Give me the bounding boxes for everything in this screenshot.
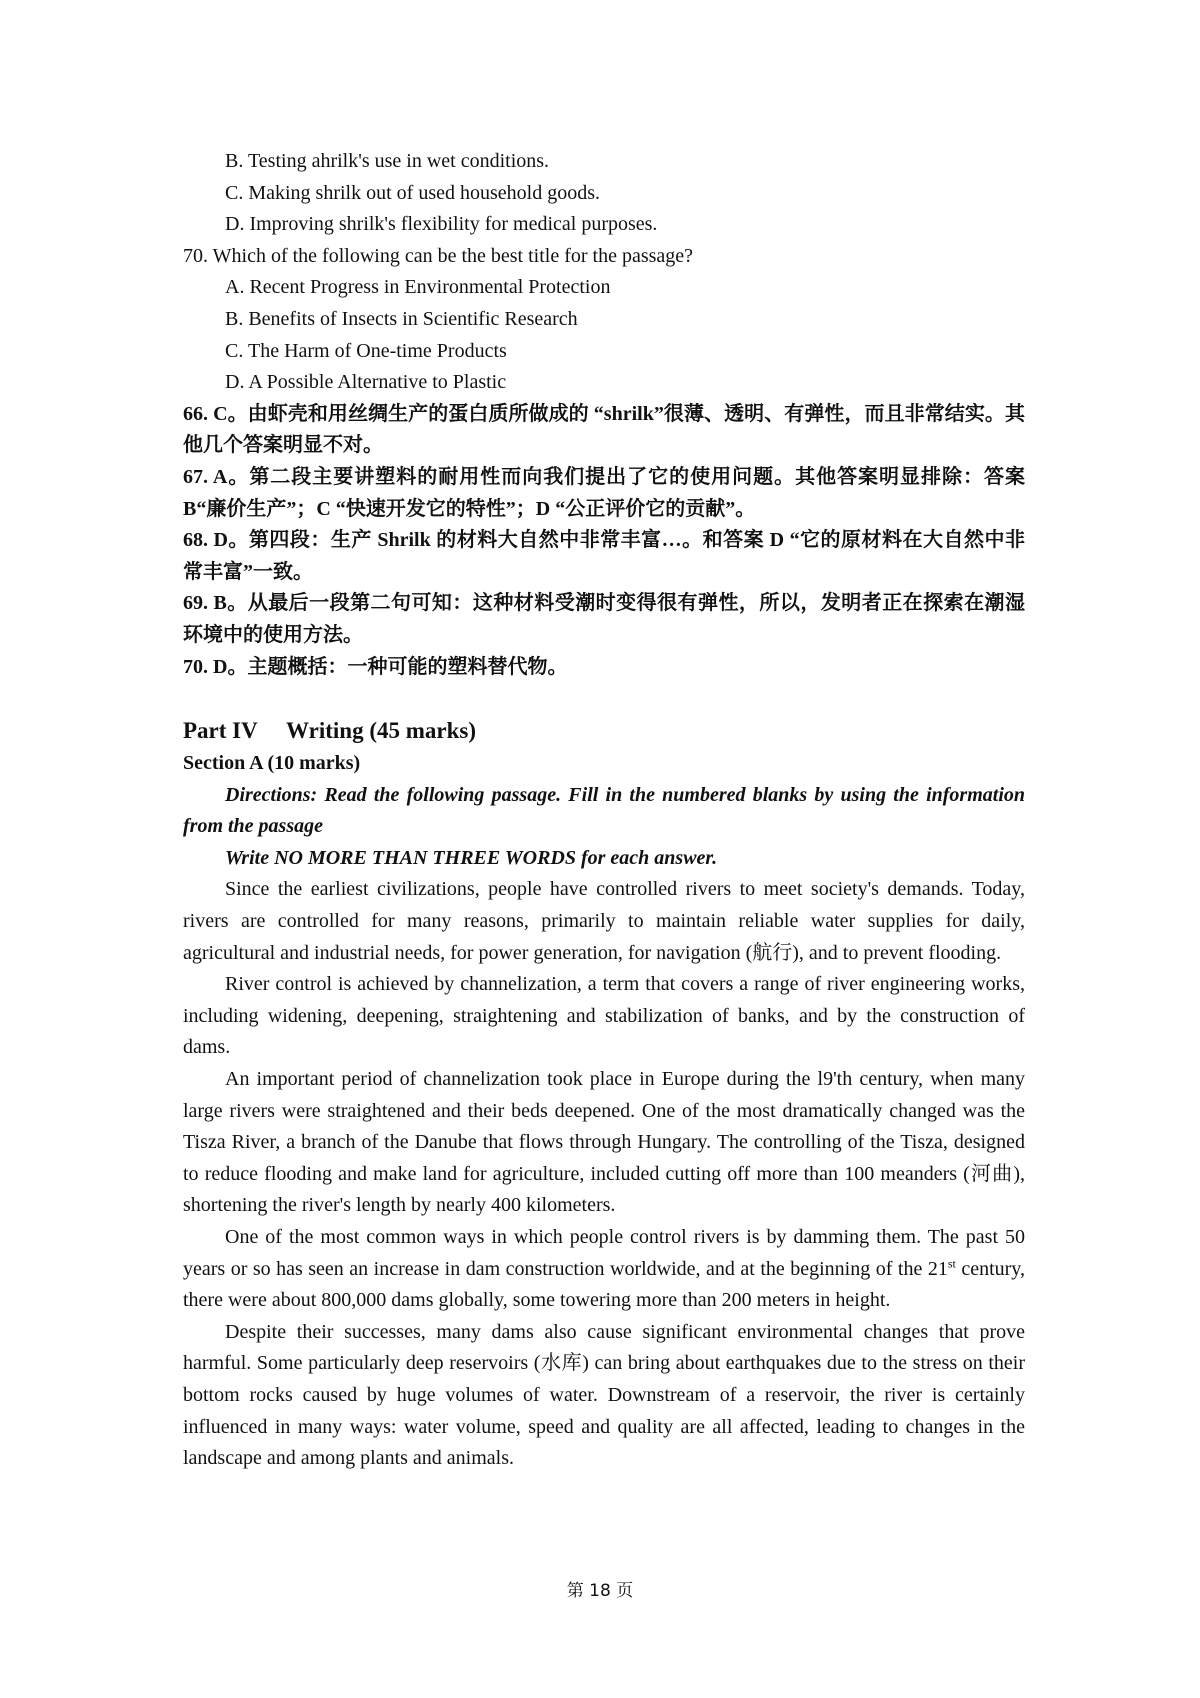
q70-option-b: B. Benefits of Insects in Scientific Research bbox=[225, 307, 578, 330]
q69-option-b: B. Testing ahrilk's use in wet conditions. bbox=[225, 150, 550, 172]
paragraph-2: River control is achieved by channelization, a term that covers a range of river engineering works, including widening, deepening, straightening and stabilization of banks, and by the construction of dams. bbox=[183, 973, 1025, 1059]
part-title: Part IV Writing (45 marks) bbox=[183, 718, 477, 744]
directions-word-limit: Write NO MORE THAN THREE WORDS for each answer. bbox=[225, 846, 718, 869]
paragraph-4-text-b: century, there were about 800,000 dams globally, some towering more than 200 meters in height. bbox=[183, 1257, 1025, 1312]
answer-70: 70. D。主题概括：一种可能的塑料替代物。 bbox=[183, 655, 568, 678]
q69-option-d: D. Improving shrilk's flexibility for medical purposes. bbox=[225, 213, 658, 236]
q70-option-d: D. A Possible Alternative to Plastic bbox=[225, 371, 507, 394]
paragraph-4 bbox=[183, 1222, 1025, 1317]
directions: Directions: Read the following passage. Fill in the numbered blanks by using the information from the passage bbox=[183, 783, 1025, 838]
ordinal-superscript: st bbox=[947, 1255, 956, 1270]
paragraph-1: Since the earliest civilizations, people have controlled rivers to meet society's demands. Today, rivers are controlled for many reasons, primarily to maintain reliable water supplies for daily, agricultural and industrial needs, for power generation, for navigation (航行), and to prevent flooding. bbox=[183, 878, 1025, 964]
q69-option-c: C. Making shrilk out of used household goods. bbox=[225, 181, 600, 204]
answer-66: 66. C。由虾壳和用丝绸生产的蛋白质所做成的 “shrilk”很薄、透明、有弹性，而且非常结实。其他几个答案明显不对。 bbox=[183, 402, 1025, 457]
q70-option-c: C. The Harm of One-time Products bbox=[225, 339, 507, 362]
q70-option-a: A. Recent Progress in Environmental Protection bbox=[225, 276, 611, 299]
page-content bbox=[183, 146, 1025, 1475]
paragraph-4-text-a: One of the most common ways in which people control rivers is by damming them. The past 50 years or so has seen an increase in dam construction worldwide, and at the beginning of the 21 bbox=[183, 1226, 1025, 1280]
section-title: Section A (10 marks) bbox=[183, 752, 361, 775]
answer-69: 69. B。从最后一段第二句可知：这种材料受潮时变得很有弹性，所以，发明者正在探索在潮湿环境中的使用方法。 bbox=[183, 592, 1025, 646]
answer-68: 68. D。第四段：生产 Shrilk 的材料大自然中非常丰富…。和答案 D “它的原材料在大自然中非常丰富”一致。 bbox=[183, 529, 1025, 583]
q70-question: 70. Which of the following can be the best title for the passage? bbox=[183, 244, 694, 267]
page-number: 第 18 页 bbox=[566, 1581, 634, 1601]
paragraph-5: Despite their successes, many dams also cause significant environmental changes that prove harmful. Some particularly deep reservoirs (水库) can bring about earthquakes due to the stress on their bottom rocks caused by huge volumes of water. Downstream of a reservoir, the river is certainly influenced in many ways: water volume, speed and quality are all affected, leading to changes in the landscape and among plants and animals. bbox=[183, 1320, 1025, 1470]
paragraph-3: An important period of channelization took place in Europe during the l9'th century, when many large rivers were straightened and their beds deepened. One of the most dramatically changed was the Tisza River, a branch of the Danube that flows through Hungary. The controlling of the Tisza, designed to reduce flooding and make land for agriculture, included cutting off more than 100 meanders (河曲), shortening the river's length by nearly 400 kilometers. bbox=[183, 1068, 1025, 1217]
answer-67: 67. A。第二段主要讲塑料的耐用性而向我们提出了它的使用问题。其他答案明显排除：答案 B“廉价生产”；C “快速开发它的特性”；D “公正评价它的贡献”。 bbox=[183, 465, 1025, 520]
